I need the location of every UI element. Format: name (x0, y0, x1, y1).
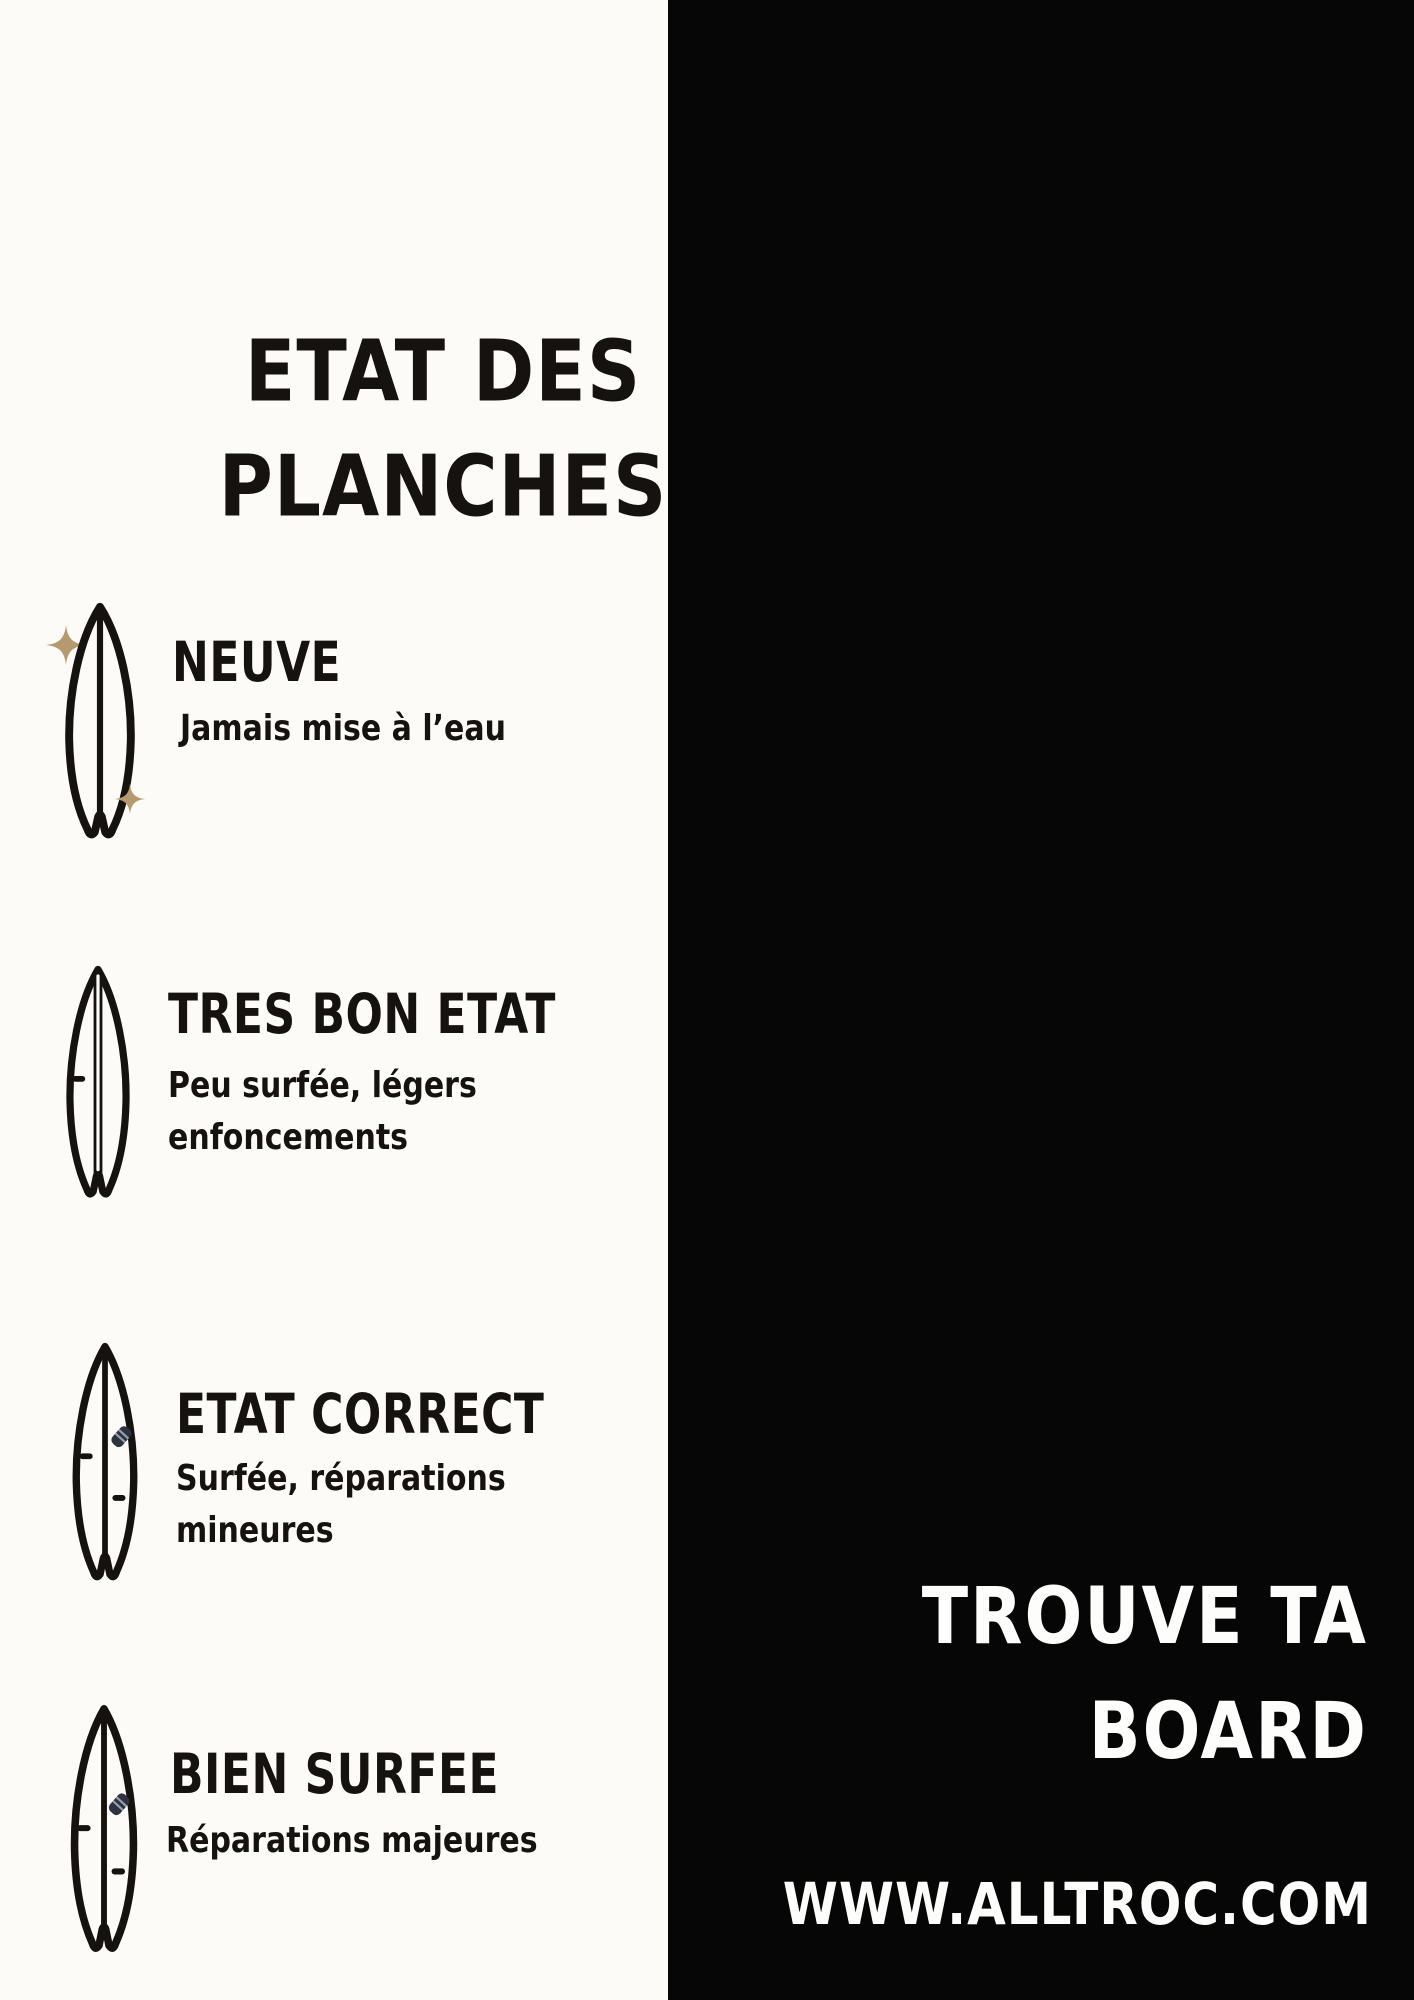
condition-label: BIEN SURFEE (170, 1743, 500, 1807)
condition-label: ETAT CORRECT (176, 1383, 545, 1447)
condition-description: Peu surfée, légers enfoncements (168, 1064, 477, 1159)
sparkle-icon (114, 783, 146, 815)
tagline (922, 1560, 1368, 1790)
condition-label: NEUVE (172, 631, 342, 695)
condition-item-bien-surfee (0, 1702, 668, 2000)
condition-label: TRES BON ETAT (168, 983, 556, 1047)
condition-description: Jamais mise à l’eau (180, 707, 507, 750)
condition-description: Réparations majeures (166, 1819, 538, 1862)
surfboard-light-dings-icon (58, 963, 138, 1207)
website-url: WWW.ALLTROC.COM (782, 1871, 1372, 1938)
condition-item-tres-bon-etat (0, 963, 668, 1243)
condition-item-etat-correct (0, 1340, 668, 1620)
surfboard-minor-repairs-icon (64, 1340, 146, 1590)
page-title (160, 314, 726, 544)
condition-description: Surfée, réparations mineures (176, 1457, 506, 1552)
page-title-line-2: PLANCHES (218, 437, 668, 536)
tagline-line-2: BOARD (1088, 1686, 1368, 1778)
page-title-line-1: ETAT DES (244, 322, 642, 421)
surfboard-major-repairs-icon (62, 1702, 146, 1962)
condition-item-neuve (0, 600, 668, 880)
tagline-line-1: TROUVE TA (921, 1571, 1368, 1663)
